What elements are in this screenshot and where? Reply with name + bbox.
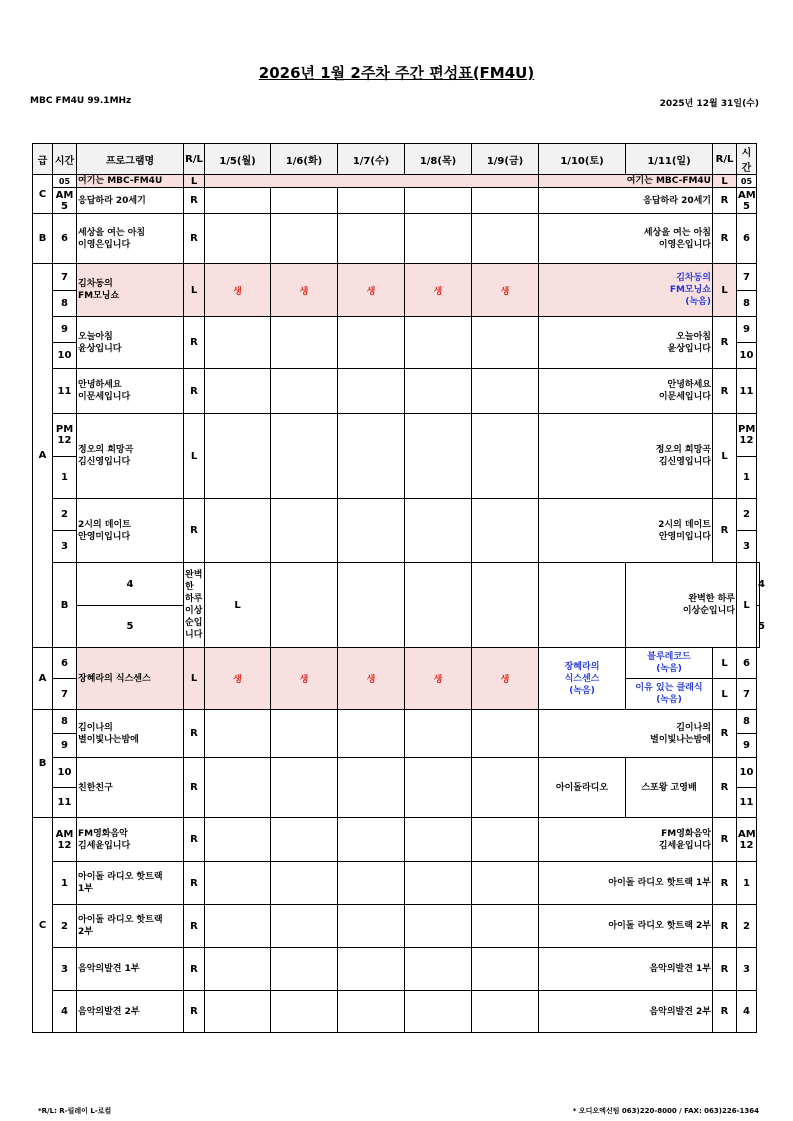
weekend-cell: 김이나의 별이빛나는밤에 bbox=[539, 710, 713, 758]
table-row bbox=[33, 499, 760, 531]
col-day-2: 1/6(화) bbox=[271, 144, 338, 175]
live-cell: 생 bbox=[472, 648, 539, 710]
time-cell: 1 bbox=[737, 862, 757, 905]
day-cell bbox=[271, 369, 338, 414]
live-cell: 생 bbox=[338, 648, 405, 710]
day-cell bbox=[338, 414, 405, 499]
time-cell: 10 bbox=[53, 343, 77, 369]
col-day-7: 1/11(일) bbox=[626, 144, 713, 175]
table-row bbox=[33, 317, 760, 343]
table-row bbox=[33, 264, 760, 291]
rl-cell: R bbox=[184, 369, 205, 414]
rl-cell: R bbox=[713, 317, 737, 369]
time-cell: AM 12 bbox=[53, 818, 77, 862]
program-cell: 세상을 여는 아침 이영은입니다 bbox=[77, 214, 184, 264]
day-cell bbox=[472, 991, 539, 1033]
rl-cell: L bbox=[713, 648, 737, 679]
weekend-cell: 음악의발견 1부 bbox=[539, 948, 713, 991]
day-cell bbox=[405, 499, 472, 563]
saturday-cell: 아이돌라디오 bbox=[539, 758, 626, 818]
live-cell: 생 bbox=[472, 264, 539, 317]
live-cell: 생 bbox=[405, 264, 472, 317]
table-row bbox=[33, 991, 760, 1033]
time-cell: AM 12 bbox=[737, 818, 757, 862]
table-row bbox=[33, 818, 760, 862]
live-cell: 생 bbox=[205, 264, 271, 317]
rl-cell: R bbox=[184, 188, 205, 214]
day-cell bbox=[271, 862, 338, 905]
day-cell bbox=[472, 414, 539, 499]
program-cell: 여기는 MBC-FM4U bbox=[77, 175, 184, 188]
day-cell bbox=[405, 862, 472, 905]
time-cell: 11 bbox=[53, 788, 77, 818]
rl-cell: R bbox=[713, 818, 737, 862]
program-cell: 2시의 데이트 안영미입니다 bbox=[77, 499, 184, 563]
time-cell: 7 bbox=[737, 679, 757, 710]
time-cell: 1 bbox=[53, 457, 77, 499]
time-cell: 9 bbox=[737, 317, 757, 343]
time-cell: 10 bbox=[53, 758, 77, 788]
rl-cell: R bbox=[713, 214, 737, 264]
time-cell: AM 5 bbox=[53, 188, 77, 214]
sunday-cell: 블루레코드 (녹음) bbox=[626, 648, 713, 679]
rl-cell: L bbox=[737, 563, 757, 648]
day-cell bbox=[271, 818, 338, 862]
time-cell: 7 bbox=[53, 679, 77, 710]
day-cell bbox=[205, 414, 271, 499]
time-cell: 5 bbox=[757, 606, 760, 648]
time-cell: 4 bbox=[53, 991, 77, 1033]
col-day-6: 1/10(토) bbox=[539, 144, 626, 175]
time-cell: 3 bbox=[53, 948, 77, 991]
day-cell bbox=[405, 317, 472, 369]
table-row bbox=[33, 862, 760, 905]
day-cell bbox=[205, 499, 271, 563]
program-cell: 정오의 희망곡 김신영입니다 bbox=[77, 414, 184, 499]
day-cell bbox=[271, 188, 338, 214]
program-cell: 오늘아침 윤상입니다 bbox=[77, 317, 184, 369]
day-cell bbox=[405, 818, 472, 862]
rl-cell: R bbox=[713, 905, 737, 948]
day-cell bbox=[338, 905, 405, 948]
time-cell: 4 bbox=[737, 991, 757, 1033]
weekend-cell: 아이돌 라디오 핫트랙 1부 bbox=[539, 862, 713, 905]
table-row bbox=[33, 563, 760, 606]
rl-cell: L bbox=[713, 264, 737, 317]
day-cell bbox=[271, 499, 338, 563]
weekend-cell: 세상을 여는 아침 이영은입니다 bbox=[539, 214, 713, 264]
day-cell bbox=[271, 758, 338, 818]
day-cell bbox=[205, 948, 271, 991]
day-cell bbox=[338, 948, 405, 991]
day-cell bbox=[472, 317, 539, 369]
time-cell: AM 5 bbox=[738, 189, 756, 212]
rl-cell: L bbox=[205, 563, 271, 648]
col-rl: R/L bbox=[184, 144, 205, 175]
day-cell bbox=[205, 188, 271, 214]
weekend-cell: 김차동의 FM모닝쇼 (녹음) bbox=[539, 264, 713, 317]
time-cell: 8 bbox=[53, 710, 77, 734]
program-cell: 완벽한 하루 이상순입니다 bbox=[184, 563, 205, 648]
time-cell: 7 bbox=[53, 264, 77, 291]
day-cell bbox=[338, 862, 405, 905]
rl-cell: R bbox=[184, 214, 205, 264]
col-day-1: 1/5(월) bbox=[205, 144, 271, 175]
day-cell bbox=[405, 710, 472, 758]
time-cell: 9 bbox=[53, 734, 77, 758]
table-row bbox=[33, 710, 760, 734]
time-cell: 11 bbox=[737, 369, 757, 414]
day-cell bbox=[338, 317, 405, 369]
table-row bbox=[33, 648, 760, 679]
grade-cell: A bbox=[33, 648, 53, 710]
day-cell bbox=[405, 188, 472, 214]
day-cell bbox=[205, 991, 271, 1033]
rl-cell: R bbox=[184, 317, 205, 369]
day-cell bbox=[205, 369, 271, 414]
time-cell: 7 bbox=[737, 264, 757, 291]
time-cell: 8 bbox=[737, 291, 757, 317]
rl-cell: L bbox=[184, 175, 205, 188]
day-cell bbox=[405, 905, 472, 948]
rl-cell: R bbox=[184, 710, 205, 758]
day-cell bbox=[472, 758, 539, 818]
time-cell: 3 bbox=[737, 948, 757, 991]
time-cell: 10 bbox=[737, 343, 757, 369]
day-cell bbox=[405, 948, 472, 991]
rl-cell: L bbox=[713, 679, 737, 710]
sunday-cell: 이유 있는 클래식 (녹음) bbox=[626, 679, 713, 710]
day-cell bbox=[205, 317, 271, 369]
rl-cell: R bbox=[713, 862, 737, 905]
time-cell: 3 bbox=[53, 531, 77, 563]
rl-cell: R bbox=[713, 710, 737, 758]
col-grade: 급 bbox=[33, 144, 53, 175]
day-cell bbox=[472, 862, 539, 905]
table-row bbox=[33, 214, 760, 264]
time-cell: 11 bbox=[53, 369, 77, 414]
col-day-5: 1/9(금) bbox=[472, 144, 539, 175]
day-cell bbox=[472, 214, 539, 264]
table-row bbox=[33, 758, 760, 788]
weekend-cell: 완벽한 하루 이상순입니다 bbox=[626, 563, 737, 648]
rl-cell: R bbox=[184, 818, 205, 862]
footer-contact: * 오디오엑신팀 063)220-8000 / FAX: 063)226-1364 bbox=[572, 1107, 759, 1115]
grade-cell: C bbox=[33, 175, 53, 214]
day-cell bbox=[338, 499, 405, 563]
time-cell: 05 bbox=[53, 175, 77, 188]
time-cell: 1 bbox=[737, 457, 757, 499]
day-cell bbox=[205, 758, 271, 818]
day-cell bbox=[338, 563, 405, 648]
weekend-cell: 정오의 희망곡 김신영입니다 bbox=[539, 414, 713, 499]
day-cell bbox=[472, 905, 539, 948]
day-cell bbox=[338, 818, 405, 862]
time-cell: 8 bbox=[53, 291, 77, 317]
day-cell bbox=[338, 214, 405, 264]
time-cell: 6 bbox=[737, 214, 757, 264]
day-cell bbox=[472, 818, 539, 862]
station-info: MBC FM4U 99.1MHz bbox=[30, 96, 132, 106]
time-cell: 10 bbox=[737, 758, 757, 788]
program-cell: 음악의발견 2부 bbox=[77, 991, 184, 1033]
time-cell: 8 bbox=[737, 710, 757, 734]
rl-cell: R bbox=[184, 905, 205, 948]
rl-cell: R bbox=[184, 758, 205, 818]
table-row bbox=[33, 948, 760, 991]
rl-cell: R bbox=[184, 862, 205, 905]
rl-cell: L bbox=[713, 414, 737, 499]
program-cell: 음악의발견 1부 bbox=[77, 948, 184, 991]
time-cell: 9 bbox=[737, 734, 757, 758]
schedule-table bbox=[32, 143, 765, 1033]
time-cell: PM 12 bbox=[53, 414, 77, 457]
time-cell: 2 bbox=[737, 905, 757, 948]
header-row bbox=[33, 144, 760, 175]
rl-cell: R bbox=[713, 499, 737, 563]
rl-cell: R bbox=[713, 369, 737, 414]
grade-cell: A bbox=[33, 264, 53, 648]
program-cell: 친한친구 bbox=[77, 758, 184, 818]
day-cell bbox=[271, 317, 338, 369]
day-cell bbox=[271, 948, 338, 991]
program-cell: 안녕하세요 이문세입니다 bbox=[77, 369, 184, 414]
program-cell: 아이돌 라디오 핫트랙 1부 bbox=[77, 862, 184, 905]
day-cell bbox=[205, 214, 271, 264]
weekend-cell: 여기는 MBC-FM4U bbox=[539, 175, 713, 188]
time-cell: 4 bbox=[77, 563, 184, 606]
day-cell bbox=[472, 499, 539, 563]
day-cell bbox=[271, 710, 338, 758]
day-cell bbox=[338, 369, 405, 414]
time-cell: 5 bbox=[77, 606, 184, 648]
day-cell bbox=[472, 188, 539, 214]
live-cell: 생 bbox=[205, 648, 271, 710]
day-cell bbox=[472, 369, 539, 414]
col-time: 시간 bbox=[53, 144, 77, 175]
day-cell bbox=[405, 991, 472, 1033]
rl-cell: R bbox=[184, 991, 205, 1033]
day-cell bbox=[405, 758, 472, 818]
time-cell: 1 bbox=[53, 862, 77, 905]
grade-cell: C bbox=[33, 818, 53, 1033]
program-cell: 응답하라 20세기 bbox=[77, 188, 184, 214]
time-cell: 6 bbox=[53, 648, 77, 679]
rl-cell: R bbox=[184, 499, 205, 563]
day-cell bbox=[338, 710, 405, 758]
rl-cell: R bbox=[713, 991, 737, 1033]
table-row bbox=[33, 175, 760, 188]
rl-cell: R bbox=[713, 758, 737, 818]
program-cell: 장혜라의 식스센스 bbox=[77, 648, 184, 710]
weekend-cell: 응답하라 20세기 bbox=[539, 188, 713, 214]
table-row bbox=[33, 414, 760, 457]
day-cell bbox=[205, 710, 271, 758]
col-day-3: 1/7(수) bbox=[338, 144, 405, 175]
time-cell: 4 bbox=[757, 563, 760, 606]
col-rl-right: R/L bbox=[713, 144, 737, 175]
table-row bbox=[33, 905, 760, 948]
weekend-cell: 2시의 데이트 안영미입니다 bbox=[539, 499, 713, 563]
grade-cell: B bbox=[53, 563, 77, 648]
grade-cell: B bbox=[33, 214, 53, 264]
rl-cell: L bbox=[713, 175, 737, 188]
time-cell: 6 bbox=[53, 214, 77, 264]
time-cell: PM 12 bbox=[737, 414, 757, 457]
saturday-cell: 장혜라의 식스센스 (녹음) bbox=[539, 648, 626, 710]
table-row bbox=[33, 369, 760, 414]
weekend-cell: 안녕하세요 이문세입니다 bbox=[539, 369, 713, 414]
day-cell bbox=[338, 758, 405, 818]
time-cell: 2 bbox=[737, 499, 757, 531]
time-cell: 2 bbox=[53, 905, 77, 948]
day-cell bbox=[205, 905, 271, 948]
day-cell bbox=[271, 991, 338, 1033]
day-cell bbox=[405, 369, 472, 414]
program-cell: 아이돌 라디오 핫트랙 2부 bbox=[77, 905, 184, 948]
rl-cell: R bbox=[184, 948, 205, 991]
time-cell: 9 bbox=[53, 317, 77, 343]
page-title: 2026년 1월 2주차 주간 편성표(FM4U) bbox=[258, 64, 535, 82]
day-cell bbox=[539, 563, 626, 648]
program-cell: 김이나의 별이빛나는밤에 bbox=[77, 710, 184, 758]
weekend-cell: FM영화음악 김세윤입니다 bbox=[539, 818, 713, 862]
day-cell bbox=[405, 563, 472, 648]
time-cell: 05 bbox=[737, 175, 757, 188]
rl-cell: L bbox=[184, 414, 205, 499]
day-cell bbox=[472, 563, 539, 648]
live-cell: 생 bbox=[271, 648, 338, 710]
rl-cell: L bbox=[184, 264, 205, 317]
rl-cell: R bbox=[713, 948, 737, 991]
day-cell bbox=[338, 188, 405, 214]
rl-cell: L bbox=[184, 648, 205, 710]
day-cell bbox=[271, 905, 338, 948]
program-cell: FM영화음악 김세윤입니다 bbox=[77, 818, 184, 862]
col-time-right: 시간 bbox=[737, 144, 757, 175]
rl-cell: R bbox=[713, 188, 737, 214]
day-cell bbox=[271, 414, 338, 499]
day-cell bbox=[338, 991, 405, 1033]
live-cell: 생 bbox=[271, 264, 338, 317]
issue-date: 2025년 12월 31일(수) bbox=[659, 99, 759, 109]
day-cell bbox=[405, 214, 472, 264]
day-cell bbox=[205, 818, 271, 862]
table-row bbox=[33, 188, 760, 214]
program-cell: 김차동의 FM모닝쇼 bbox=[77, 264, 184, 317]
weekend-cell: 음악의발견 2부 bbox=[539, 991, 713, 1033]
footer-legend: *R/L: R-릴레이 L-로컬 bbox=[38, 1107, 112, 1115]
weekday-cell bbox=[205, 175, 539, 188]
live-cell: 생 bbox=[338, 264, 405, 317]
day-cell bbox=[405, 414, 472, 499]
day-cell bbox=[271, 563, 338, 648]
time-cell: 3 bbox=[737, 531, 757, 563]
day-cell bbox=[205, 862, 271, 905]
live-cell: 생 bbox=[405, 648, 472, 710]
grade-cell: B bbox=[33, 710, 53, 818]
day-cell bbox=[472, 710, 539, 758]
col-day-4: 1/8(목) bbox=[405, 144, 472, 175]
time-cell: 11 bbox=[737, 788, 757, 818]
col-program: 프로그램명 bbox=[77, 144, 184, 175]
day-cell bbox=[271, 214, 338, 264]
day-cell bbox=[472, 948, 539, 991]
weekend-cell: 오늘아침 윤상입니다 bbox=[539, 317, 713, 369]
weekend-cell: 아이돌 라디오 핫트랙 2부 bbox=[539, 905, 713, 948]
sunday-cell: 스포왕 고영배 bbox=[626, 758, 713, 818]
time-cell: 2 bbox=[53, 499, 77, 531]
time-cell: 6 bbox=[737, 648, 757, 679]
